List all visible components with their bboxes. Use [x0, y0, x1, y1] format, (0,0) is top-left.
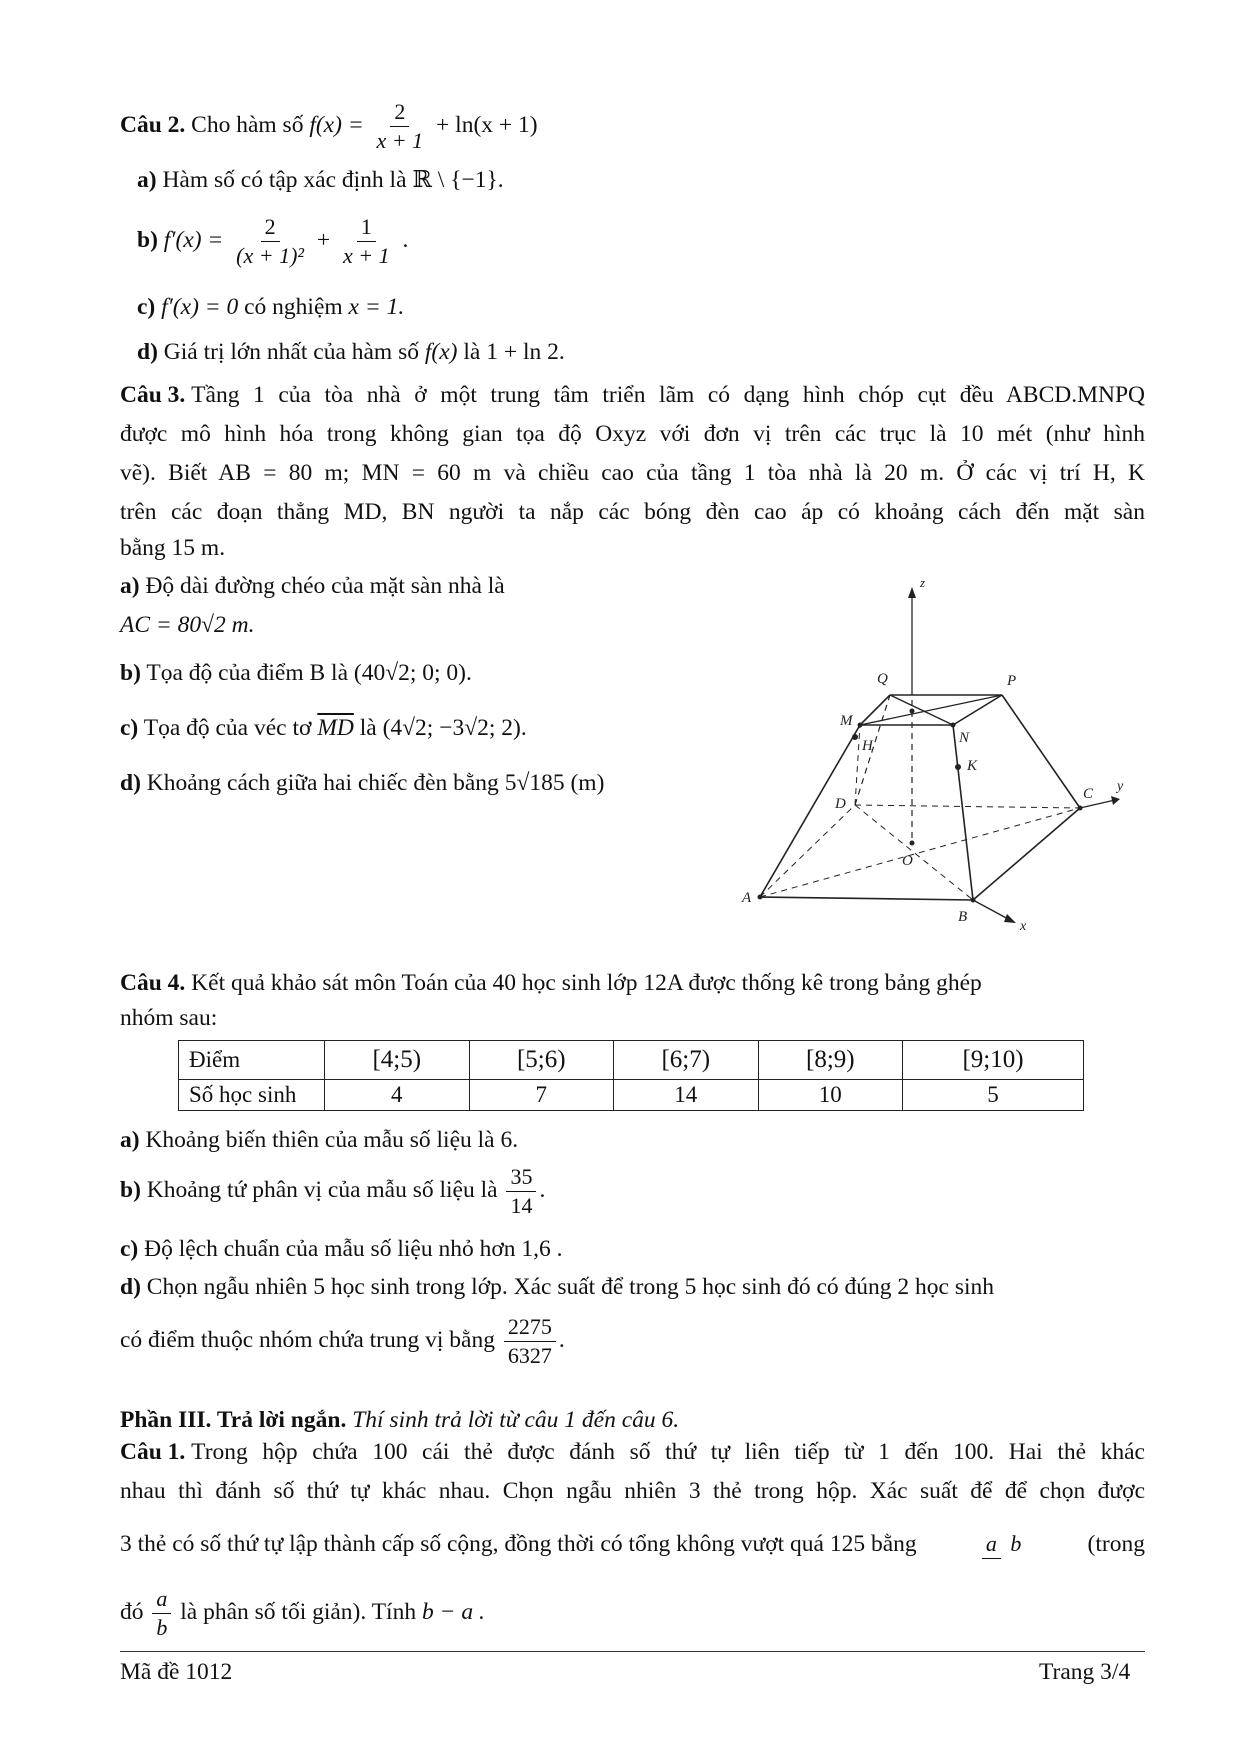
- label-K: K: [967, 758, 978, 774]
- q4-option-d-line2: có điểm thuộc nhóm chứa trung vị bằng $\frac{2275}{6327}$ .: [120, 1314, 565, 1369]
- q3-option-a-math: AC = 80√2 m.: [120, 612, 255, 638]
- table-cell: 10: [758, 1080, 903, 1111]
- q3-option-a: a) Độ dài đường chéo của mặt sàn nhà là: [120, 573, 505, 599]
- q4-line1: Câu 4. Kết quả khảo sát môn Toán của 40 học sinh lớp 12A được thống kê trong bảng ghép: [120, 970, 982, 996]
- q3-option-c: c) Tọa độ của véc tơ $\overline{MD}$ là (4√2; −3√2; 2).: [120, 715, 527, 741]
- table-cell: [5;6): [469, 1041, 614, 1080]
- q2-fn-lhs: f(x) =: [309, 112, 364, 138]
- part3-heading: Phần III. Trả lời ngắn. Thí sinh trả lời từ câu 1 đến câu 6.: [120, 1407, 680, 1433]
- label-z: z: [920, 575, 926, 590]
- q3-line2: được mô hình hóa trong không gian tọa độ Oxyz với đơn vị trên các trục là 10 mét (như hình: [120, 421, 1145, 447]
- label-y: y: [1117, 779, 1124, 794]
- q2-option-a: a) Hàm số có tập xác định là ℝ \ {−1}.: [137, 167, 504, 193]
- label-N: N: [959, 730, 970, 746]
- table-row: [179, 1041, 1084, 1080]
- q2-stem: [120, 95, 538, 155]
- label-O: O: [902, 853, 913, 869]
- table-row: [179, 1080, 1084, 1111]
- table-cell: [9;10): [903, 1041, 1084, 1080]
- footer-exam-code: Mã đề 1012: [120, 1659, 233, 1685]
- label-D: D: [835, 796, 846, 812]
- point-O: [910, 841, 915, 846]
- z-axis-arrow: [908, 587, 916, 598]
- q2-option-c: c) f′(x) = 0 có nghiệm x = 1.: [137, 294, 405, 320]
- x-axis-line: [973, 900, 1010, 920]
- q3-line5: bằng 15 m.: [120, 535, 226, 561]
- point-K: [955, 764, 961, 770]
- label-x: x: [1020, 919, 1027, 934]
- table-cell: [6;7): [614, 1041, 759, 1080]
- table-cell: 7: [469, 1080, 614, 1111]
- part3-q1-line2: nhau thì đánh số thứ tự khác nhau. Chọn ngẫu nhiên 3 thẻ trong hộp. Xác suất để để chọn được: [120, 1478, 1145, 1504]
- table-cell: 14: [614, 1080, 759, 1111]
- label-M: M: [840, 713, 853, 729]
- q3-line4: trên các đoạn thẳng MD, BN người ta nắp các bóng đèn cao áp có khoảng cách đến mặt sàn: [120, 499, 1145, 525]
- q2-intro: Cho hàm số: [191, 112, 304, 138]
- footer-page-number: Trang 3/4: [1039, 1659, 1131, 1685]
- q4-line2: nhóm sau:: [120, 1005, 218, 1031]
- point-H: [852, 734, 858, 740]
- q4-option-c: c) Độ lệch chuẩn của mẫu số liệu nhỏ hơn 1,6 .: [120, 1236, 563, 1262]
- table-cell: 5: [903, 1080, 1084, 1111]
- q3-line3: vẽ). Biết AB = 80 m; MN = 60 m và chiều cao của tầng 1 tòa nhà là 20 m. Ở các vị trí H, K: [120, 460, 1145, 486]
- q2-option-d: d) Giá trị lớn nhất của hàm số f(x) là 1 + ln 2.: [137, 339, 565, 365]
- label-C: C: [1083, 786, 1094, 802]
- q4-option-a: a) Khoảng biến thiên của mẫu số liệu là 6.: [120, 1127, 519, 1153]
- q2-fn-fraction: $\frac{2}{x + 1}$: [376, 99, 424, 154]
- q2-title: Câu 2.: [120, 112, 186, 138]
- q2-option-b: b) f′(x) = $\frac{2}{\text{(x + 1)²}}$ + $\frac{1}{x + 1}$ .: [137, 214, 409, 269]
- truncated-pyramid-figure: [715, 565, 1155, 940]
- label-A: A: [742, 890, 752, 906]
- label-H: H: [862, 738, 873, 754]
- footer-divider: [120, 1651, 1145, 1652]
- q2-fn-tail: + ln(x + 1): [436, 112, 538, 138]
- q4-option-b: b) Khoảng tứ phân vị của mẫu số liệu là $\frac{35}{14}$ .: [120, 1164, 546, 1219]
- part3-q1-line1: Câu 1. Trong hộp chứa 100 cái thẻ được đánh số thứ tự liên tiếp từ 1 đến 100. Hai thẻ khác: [120, 1439, 1145, 1465]
- part3-q1-line4: đó $\frac{a}{b}$ là phân số tối giản). Tính b − a .: [120, 1586, 485, 1641]
- q3-option-b: b) Tọa độ của điểm B là (40√2; 0; 0).: [120, 660, 472, 686]
- table-cell: [8;9): [758, 1041, 903, 1080]
- frequency-table: [178, 1040, 1084, 1111]
- label-P: P: [1007, 673, 1017, 689]
- q3-option-d: d) Khoảng cách giữa hai chiếc đèn bằng 5√185 (m): [120, 770, 605, 796]
- label-Q: Q: [877, 671, 888, 687]
- table-header-cell: Số học sinh: [179, 1080, 325, 1111]
- table-cell: [4;5): [325, 1041, 470, 1080]
- q4-option-d: d) Chọn ngẫu nhiên 5 học sinh trong lớp. Xác suất để trong 5 học sinh đó có đúng 2 học sinh: [120, 1274, 994, 1300]
- table-header-cell: Điểm: [179, 1041, 325, 1080]
- q3-line1: Câu 3. Tầng 1 của tòa nhà ở một trung tâm triển lãm có dạng hình chóp cụt đều ABCD.MNPQ: [120, 382, 1145, 408]
- part3-q1-line3: 3 thẻ có số thứ tự lập thành cấp số cộng, đồng thời có tổng không vượt quá 125 bằng a b (trong: [120, 1531, 1145, 1557]
- label-B: B: [958, 909, 968, 925]
- table-cell: 4: [325, 1080, 470, 1111]
